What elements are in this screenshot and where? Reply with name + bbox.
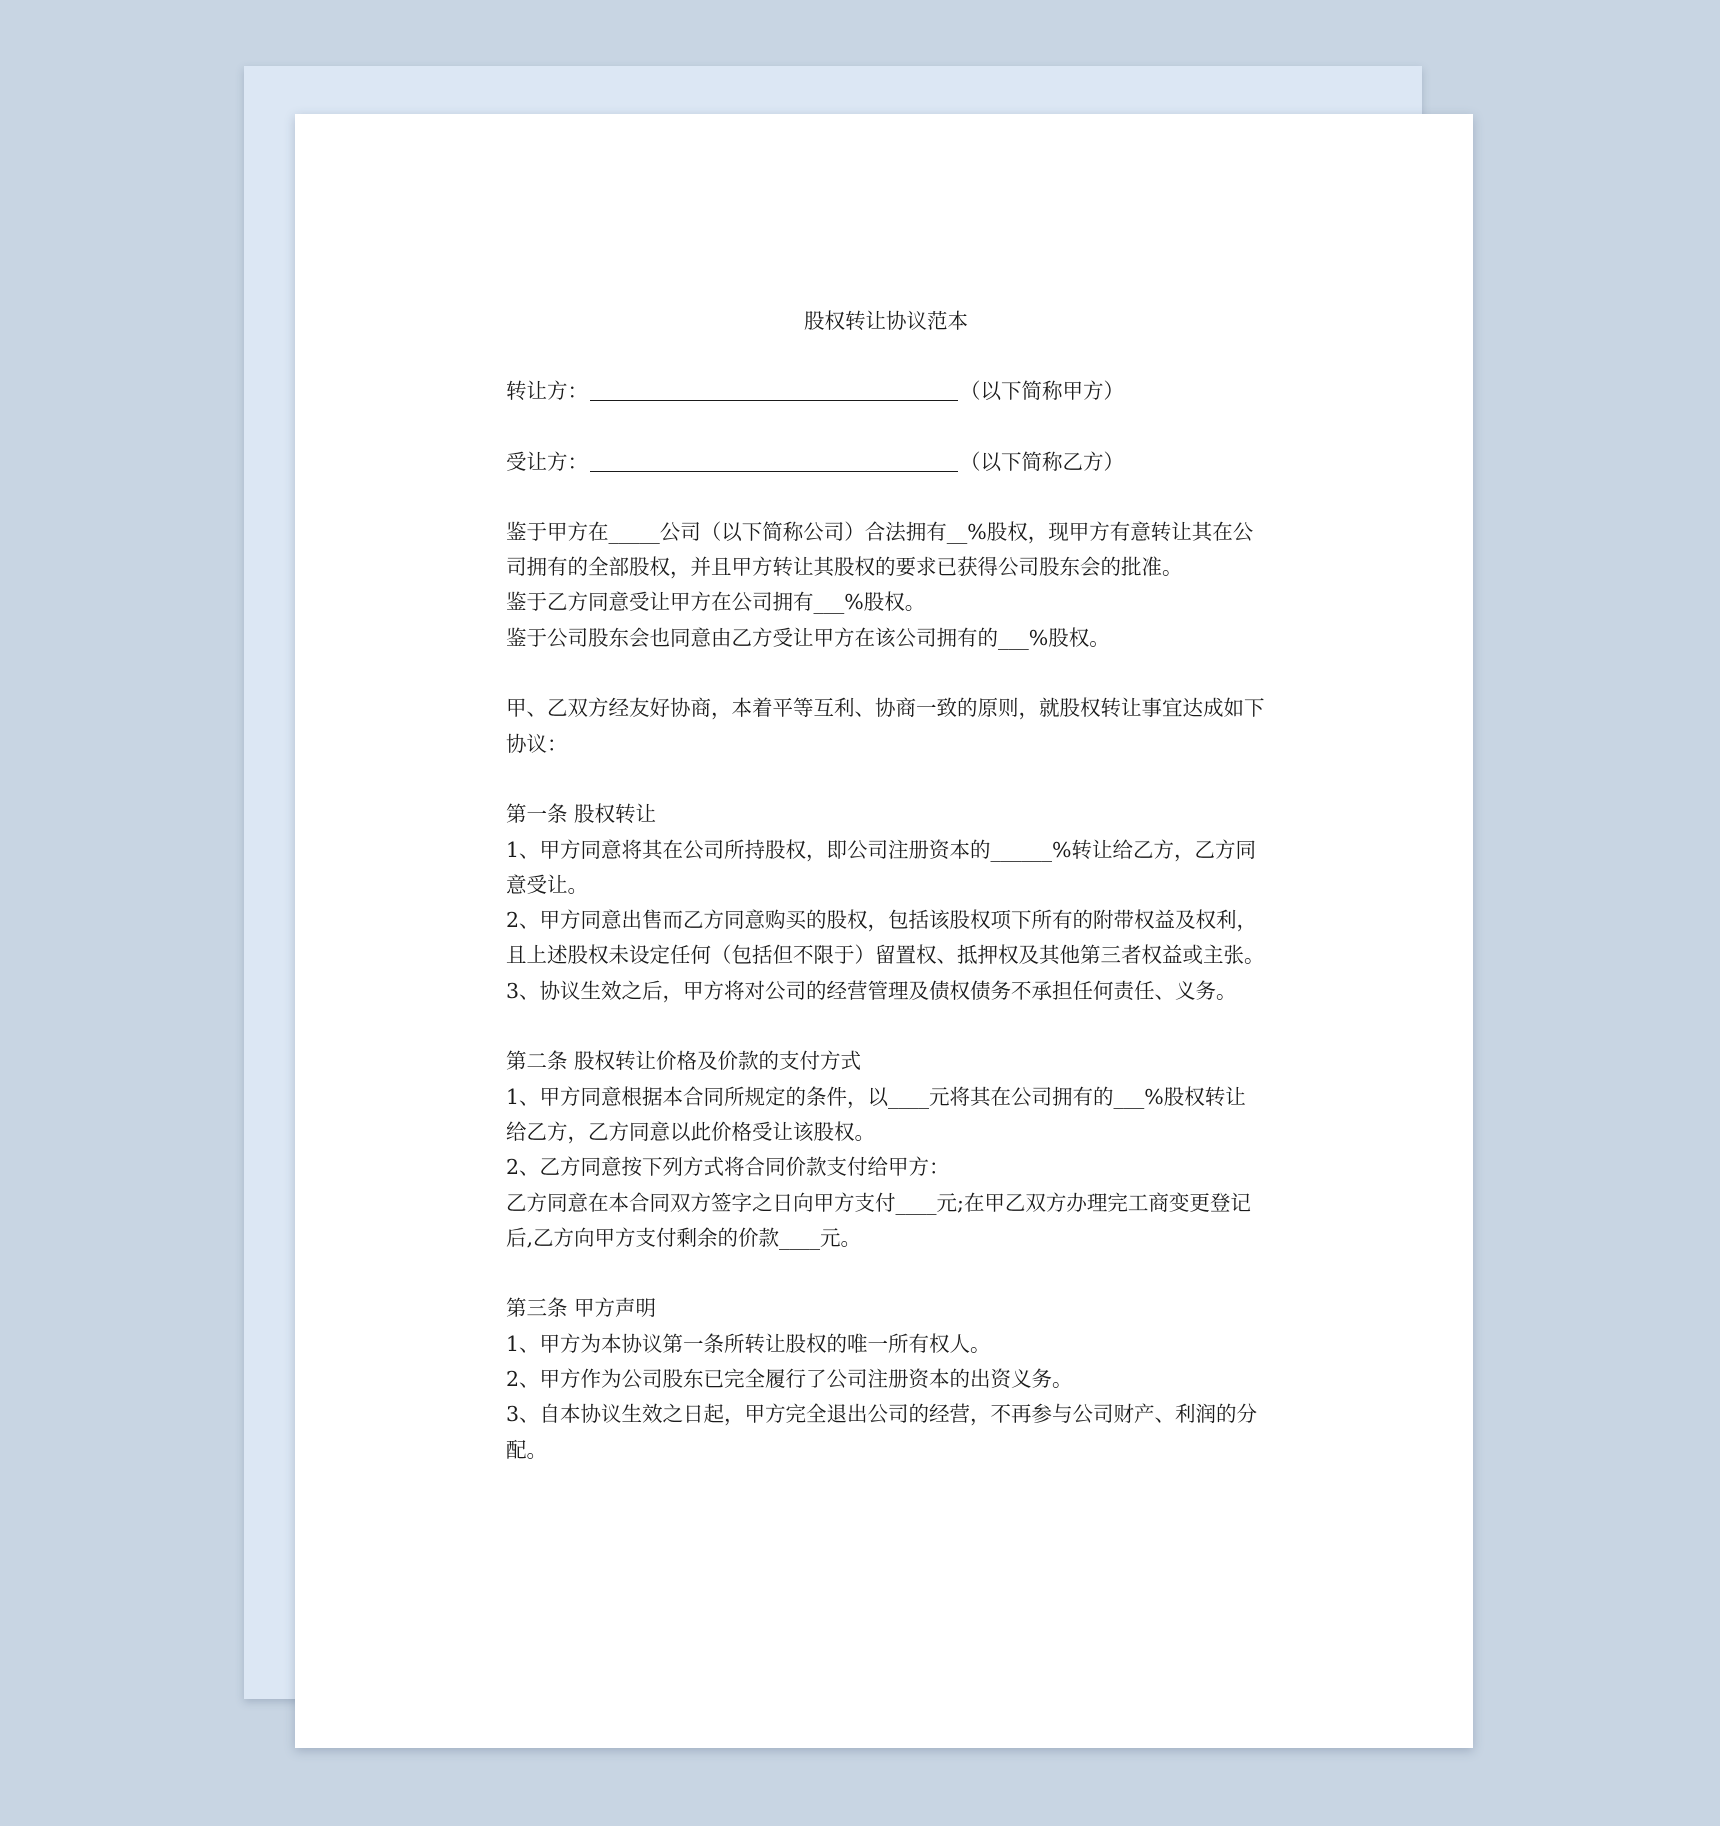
clause-paragraph: 1、甲方同意将其在公司所持股权，即公司注册资本的______%转让给乙方，乙方同意受让。: [506, 837, 1257, 897]
transferee-blank: [590, 449, 958, 472]
transferee-label: 受让方：: [506, 449, 588, 474]
article-title: 第二条 股权转让价格及价款的支付方式: [506, 1049, 862, 1074]
clause-paragraph: 3、自本协议生效之日起，甲方完全退出公司的经营，不再参与公司财产、利润的分配。: [506, 1402, 1258, 1462]
clause-paragraph: 1、甲方同意根据本合同所规定的条件，以____元将其在公司拥有的___%股权转让给乙方，乙方同意以此价格受让该股权。: [506, 1084, 1246, 1144]
clause-paragraph: 2、甲方同意出售而乙方同意购买的股权，包括该股权项下所有的附带权益及权利，且上述股权未设定任何（包括但不限于）留置权、抵押权及其他第三者权益或主张。: [506, 908, 1265, 968]
transferor-label: 转让方：: [506, 379, 588, 404]
document-page: [295, 114, 1473, 1748]
transferor-line: [506, 374, 1266, 409]
transferee-line: [506, 445, 1266, 480]
article-title: 第一条 股权转让: [506, 802, 657, 827]
document-title: 股权转让协议范本: [804, 309, 968, 333]
preamble-paragraph: 甲、乙双方经友好协商，本着平等互利、协商一致的原则，就股权转让事宜达成如下协议：: [506, 696, 1265, 756]
clause-paragraph: 1、甲方为本协议第一条所转让股权的唯一所有权人。: [506, 1331, 991, 1356]
transferor-suffix: （以下简称甲方）: [960, 379, 1124, 404]
document-body: [506, 304, 1266, 1468]
clause-paragraph: 2、乙方同意按下列方式将合同价款支付给甲方：: [506, 1155, 950, 1180]
transferee-suffix: （以下简称乙方）: [960, 449, 1124, 474]
article-title: 第三条 甲方声明: [506, 1296, 657, 1321]
clause-paragraph: 乙方同意在本合同双方签字之日向甲方支付____元;在甲乙双方办理完工商变更登记后,乙方向甲方支付剩余的价款____元。: [506, 1190, 1251, 1250]
clause-paragraph: 2、甲方作为公司股东已完全履行了公司注册资本的出资义务。: [506, 1367, 1073, 1392]
transferor-blank: [590, 378, 958, 401]
recital-paragraph: 鉴于乙方同意受让甲方在公司拥有___%股权。: [506, 590, 926, 615]
recital-paragraph: 鉴于公司股东会也同意由乙方受让甲方在该公司拥有的___%股权。: [506, 625, 1110, 650]
clause-paragraph: 3、协议生效之后，甲方将对公司的经营管理及债权债务不承担任何责任、义务。: [506, 978, 1237, 1003]
recital-paragraph: 鉴于甲方在_____公司（以下简称公司）合法拥有__%股权，现甲方有意转让其在公司拥有的全部股权，并且甲方转让其股权的要求已获得公司股东会的批准。: [506, 519, 1254, 580]
